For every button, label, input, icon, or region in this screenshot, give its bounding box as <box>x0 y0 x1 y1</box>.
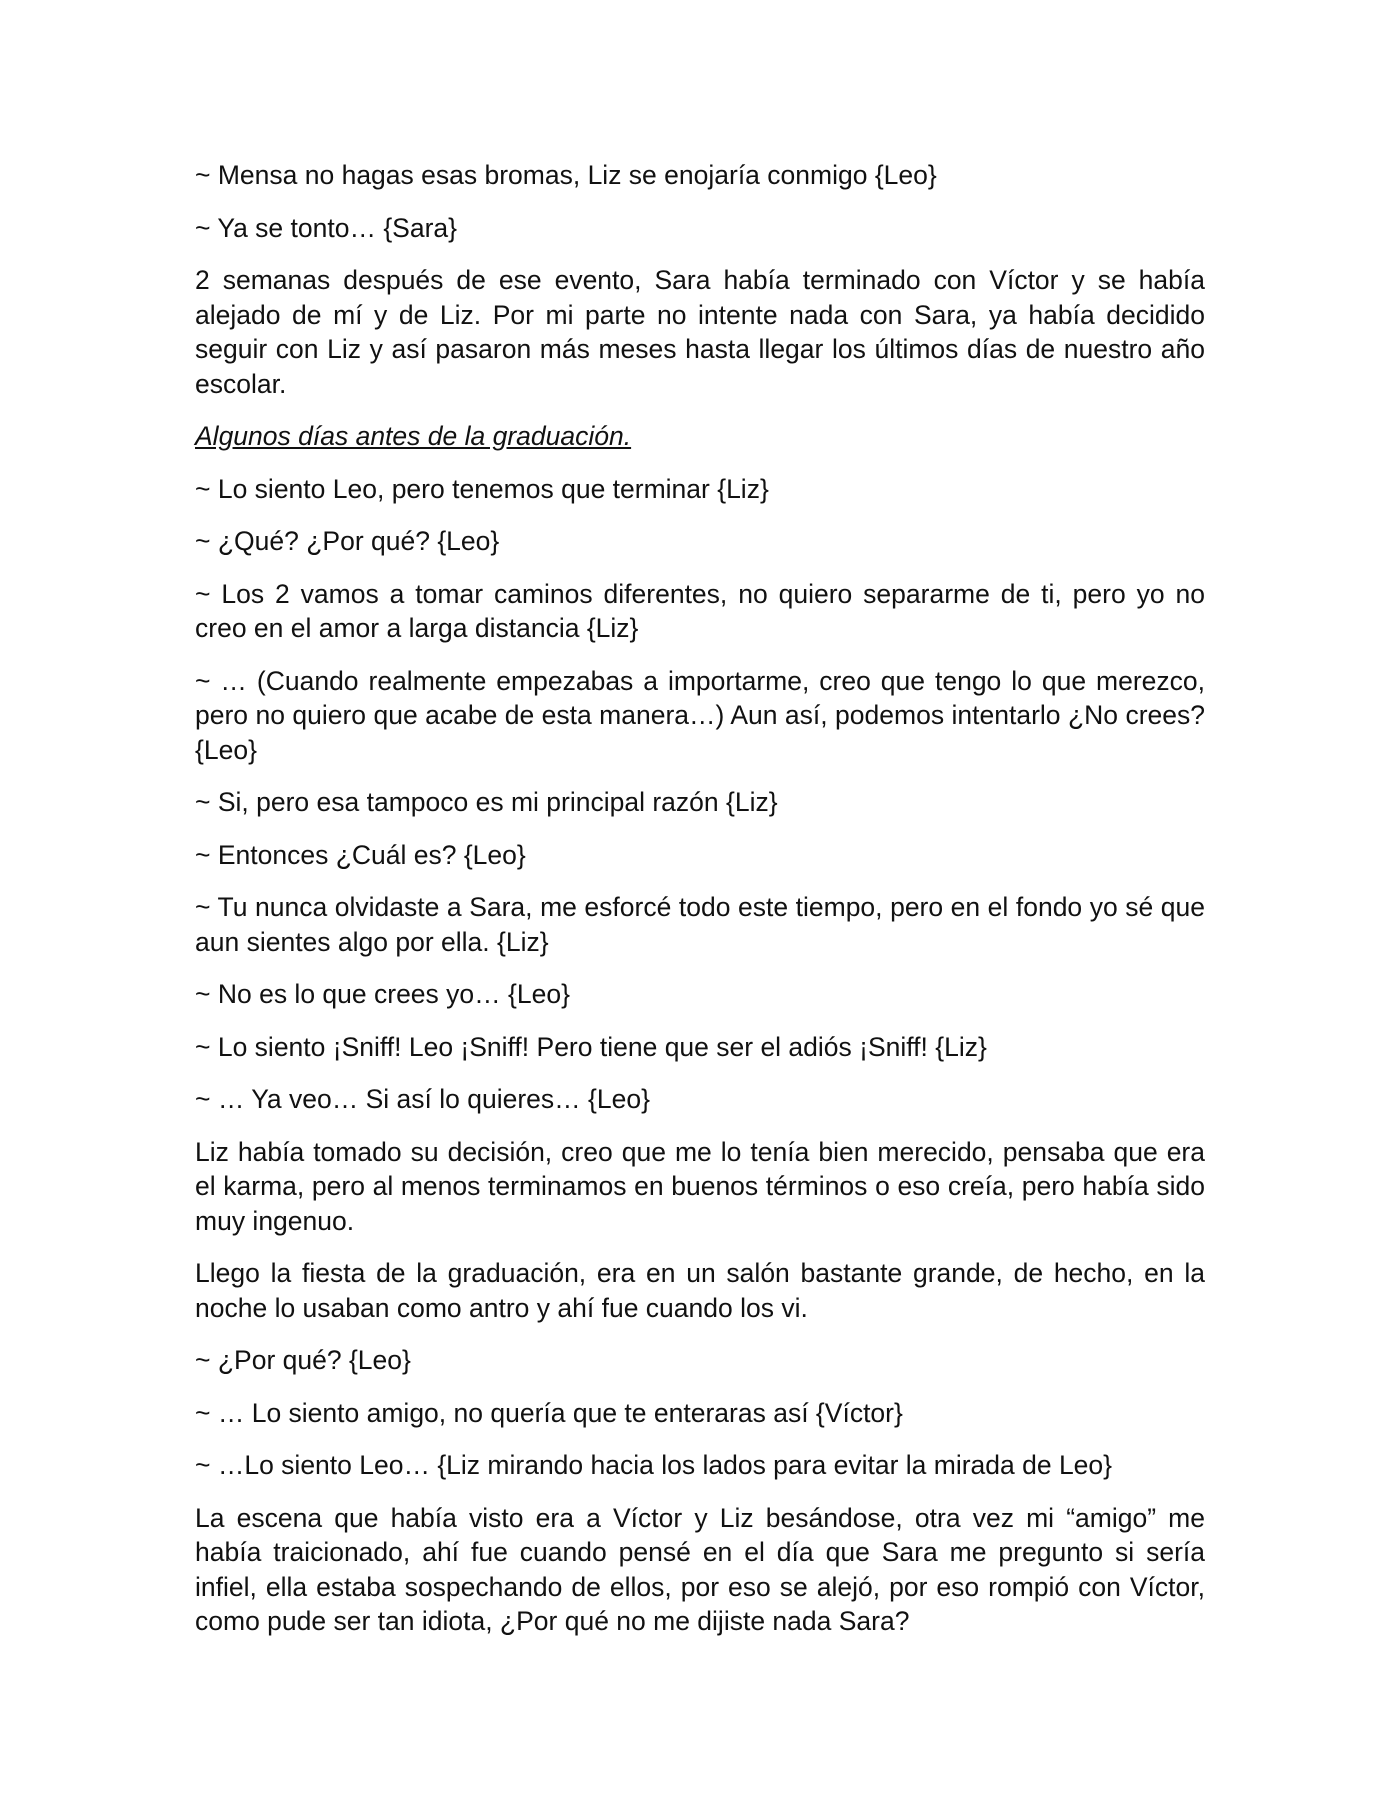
dialogue-line: ~ Mensa no hagas esas bromas, Liz se enojaría conmigo {Leo} <box>195 160 937 190</box>
dialogue-line: ~ Entonces ¿Cuál es? {Leo} <box>195 839 526 870</box>
dialogue-line: ~ … Lo siento amigo, no quería que te enteraras así {Víctor} <box>195 1397 903 1428</box>
narration-paragraph: 2 semanas después de ese evento, Sara había terminado con Víctor y se había alejado de mí y de Liz. Por mi parte no intente nada con Sara, ya había decidido seguir con Liz y así pasaron más meses hasta llegar los últimos días de nuestro año escolar. <box>195 265 1205 399</box>
dialogue-line: ~ …Lo siento Leo… {Liz mirando hacia los lados para evitar la mirada de Leo} <box>195 1450 1113 1480</box>
dialogue-line: ~ ¿Por qué? {Leo} <box>195 1345 411 1375</box>
narration-paragraph: Liz había tomado su decisión, creo que me lo tenía bien merecido, pensaba que era el karma, pero al menos terminamos en buenos términos o eso creía, pero había sido muy ingenuo. <box>195 1136 1205 1236</box>
narration-paragraph: Llego la fiesta de la graduación, era en un salón bastante grande, de hecho, en la noche lo usaban como antro y ahí fue cuando los vi. <box>195 1258 1205 1323</box>
document-page <box>195 158 1205 1657</box>
dialogue-line: ~ Lo siento Leo, pero tenemos que terminar {Liz} <box>195 473 769 504</box>
dialogue-line: ~ No es lo que crees yo… {Leo} <box>195 979 570 1009</box>
dialogue-line: ~ Tu nunca olvidaste a Sara, me esforcé todo este tiempo, pero en el fondo yo sé que aun sientes algo por ella. {Liz} <box>195 892 1205 957</box>
narration-paragraph: La escena que había visto era a Víctor y Liz besándose, otra vez mi “amigo” me había traicionado, ahí fue cuando pensé en el día que Sara me pregunto si sería infiel, ella estaba sospechando de ellos, por eso se alejó, por eso rompió con Víctor, como pude ser tan idiota, ¿Por qué no me dijiste nada Sara? <box>195 1502 1205 1636</box>
dialogue-line: ~ Ya se tonto… {Sara} <box>195 212 457 243</box>
dialogue-line: ~ … Ya veo… Si así lo quieres… {Leo} <box>195 1084 650 1114</box>
scene-heading: Algunos días antes de la graduación. <box>195 421 632 451</box>
dialogue-line: ~ Los 2 vamos a tomar caminos diferentes, no quiero separarme de ti, pero yo no creo en el amor a larga distancia {Liz} <box>195 578 1205 643</box>
dialogue-line: ~ Lo siento ¡Sniff! Leo ¡Sniff! Pero tiene que ser el adiós ¡Sniff! {Liz} <box>195 1031 987 1062</box>
dialogue-line: ~ Si, pero esa tampoco es mi principal razón {Liz} <box>195 787 778 817</box>
dialogue-line: ~ ¿Qué? ¿Por qué? {Leo} <box>195 526 500 556</box>
dialogue-line: ~ … (Cuando realmente empezabas a importarme, creo que tengo lo que merezco, pero no quiero que acabe de esta manera…) Aun así, podemos intentarlo ¿No crees? {Leo} <box>195 665 1205 765</box>
